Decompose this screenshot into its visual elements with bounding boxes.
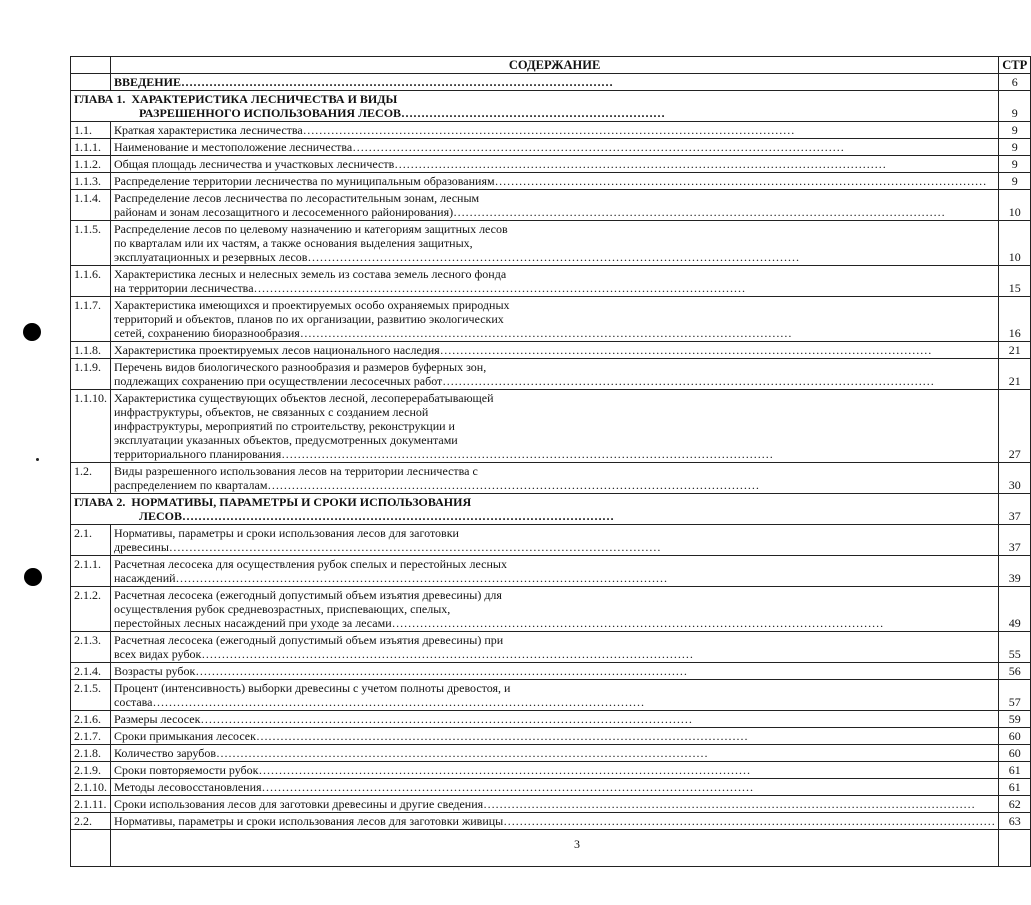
toc-entry-row[interactable] bbox=[71, 190, 1031, 221]
entry-title bbox=[111, 190, 999, 221]
entry-title-line: подлежащих сохранению при осуществлении лесосечных работ…………………………………………………………………………………………………………… bbox=[114, 374, 935, 388]
toc-entry-row[interactable] bbox=[71, 122, 1031, 139]
entry-title-line: Процент (интенсивность) выборки древесины с учетом полноты древостоя, и bbox=[114, 681, 511, 695]
toc-intro-row[interactable] bbox=[71, 74, 1031, 91]
entry-title bbox=[111, 556, 999, 587]
entry-page: 60 bbox=[999, 745, 1031, 762]
page-number: 3 bbox=[574, 837, 580, 851]
entry-title bbox=[111, 587, 999, 632]
entry-number: 1.1.9. bbox=[71, 359, 111, 390]
toc-entry-row[interactable] bbox=[71, 156, 1031, 173]
toc-entry-row[interactable] bbox=[71, 680, 1031, 711]
entry-page: 10 bbox=[999, 221, 1031, 266]
entry-title-line: всех видах рубок…………………………………………………………………………………………………………… bbox=[114, 647, 694, 661]
entry-number: 1.2. bbox=[71, 463, 111, 494]
entry-number: 2.1.7. bbox=[71, 728, 111, 745]
entry-number: 1.1.10. bbox=[71, 390, 111, 463]
entry-title-line: Краткая характеристика лесничества…………………………………………………………………………………………………………… bbox=[114, 123, 795, 137]
entry-number: 1.1. bbox=[71, 122, 111, 139]
entry-number: 1.1.4. bbox=[71, 190, 111, 221]
entry-title bbox=[111, 463, 999, 494]
entry-title-line: Распределение территории лесничества по муниципальным образованиям…………………………………………………………………………………………………………… bbox=[114, 174, 987, 188]
entry-title-line: территориального планирования…………………………………………………………………………………………………………… bbox=[114, 447, 774, 461]
entry-title-line: Характеристика имеющихся и проектируемых особо охраняемых природных bbox=[114, 298, 510, 312]
entry-number: 1.1.3. bbox=[71, 173, 111, 190]
entry-title bbox=[111, 342, 999, 359]
entry-page: 15 bbox=[999, 266, 1031, 297]
entry-number: 2.1.8. bbox=[71, 745, 111, 762]
entry-page: 59 bbox=[999, 711, 1031, 728]
entry-title bbox=[111, 745, 999, 762]
entry-page: 21 bbox=[999, 342, 1031, 359]
entry-title-line: районам и зонам лесозащитного и лесосеменного районирования)…………………………………………………………………………………………………………… bbox=[114, 205, 946, 219]
entry-title bbox=[111, 813, 999, 830]
entry-number: 2.1.6. bbox=[71, 711, 111, 728]
entry-page: 39 bbox=[999, 556, 1031, 587]
entry-number: 2.1.1. bbox=[71, 556, 111, 587]
entry-title bbox=[111, 525, 999, 556]
entry-title bbox=[111, 711, 999, 728]
entry-page: 61 bbox=[999, 779, 1031, 796]
entry-title bbox=[111, 359, 999, 390]
entry-title-line: древесины…………………………………………………………………………………………………………… bbox=[114, 540, 661, 554]
toc-header-row bbox=[71, 57, 1031, 74]
entry-number: 2.1.9. bbox=[71, 762, 111, 779]
chapter2-line2: ЛЕСОВ……………………………………………………………………………………………… bbox=[139, 509, 614, 523]
table-of-contents bbox=[70, 56, 1031, 867]
entry-title-line: Характеристика проектируемых лесов национального наследия…………………………………………………………………………………………………………… bbox=[114, 343, 932, 357]
toc-entry-row[interactable] bbox=[71, 762, 1031, 779]
entry-page: 9 bbox=[999, 156, 1031, 173]
entry-title-line: Расчетная лесосека для осуществления рубок спелых и перестойных лесных bbox=[114, 557, 507, 571]
entry-page: 9 bbox=[999, 122, 1031, 139]
entry-title bbox=[111, 156, 999, 173]
toc-chapter2-row[interactable] bbox=[71, 494, 1031, 525]
entry-title-line: эксплуатации указанных объектов, предусмотренных документами bbox=[114, 433, 458, 447]
entry-title-line: Количество зарубов…………………………………………………………………………………………………………… bbox=[114, 746, 708, 760]
entry-title bbox=[111, 632, 999, 663]
entry-title-line: Возрасты рубок…………………………………………………………………………………………………………… bbox=[114, 664, 688, 678]
entry-title bbox=[111, 728, 999, 745]
entry-title-line: перестойных лесных насаждений при уходе за лесами…………………………………………………………………………………………………………… bbox=[114, 616, 884, 630]
entry-page: 63 bbox=[999, 813, 1031, 830]
entry-title-line: Сроки использования лесов для заготовки древесины и другие сведения…………………………………………………………………………………………………………… bbox=[114, 797, 976, 811]
entry-title-line: Характеристика лесных и нелесных земель из состава земель лесного фонда bbox=[114, 267, 507, 281]
entry-page: 30 bbox=[999, 463, 1031, 494]
entry-title-line: состава…………………………………………………………………………………………………………… bbox=[114, 695, 645, 709]
entry-title-line: Размеры лесосек…………………………………………………………………………………………………………… bbox=[114, 712, 693, 726]
toc-empty-row bbox=[71, 830, 1031, 867]
entry-title bbox=[111, 390, 999, 463]
entry-title-line: Общая площадь лесничества и участковых лесничеств…………………………………………………………………………………………………………… bbox=[114, 157, 887, 171]
toc-header-page: СТР bbox=[999, 57, 1031, 74]
toc-entry-row[interactable] bbox=[71, 297, 1031, 342]
entry-title-line: насаждений…………………………………………………………………………………………………………… bbox=[114, 571, 668, 585]
entry-title-line: на территории лесничества…………………………………………………………………………………………………………… bbox=[114, 281, 746, 295]
entry-number: 1.1.8. bbox=[71, 342, 111, 359]
entry-title bbox=[111, 762, 999, 779]
entry-title-line: распределением по кварталам…………………………………………………………………………………………………………… bbox=[114, 478, 760, 492]
toc-entry-row[interactable] bbox=[71, 796, 1031, 813]
intro-page: 6 bbox=[999, 74, 1031, 91]
entry-title-line: Расчетная лесосека (ежегодный допустимый объем изъятия древесины) для bbox=[114, 588, 502, 602]
intro-title: ВВЕДЕНИЕ……………………………………………………………………………………………… bbox=[114, 75, 613, 89]
entry-title bbox=[111, 139, 999, 156]
entry-title-line: территорий и объектов, планов по их организации, развитию экологических bbox=[114, 312, 504, 326]
entry-number: 1.1.1. bbox=[71, 139, 111, 156]
entry-page: 55 bbox=[999, 632, 1031, 663]
entry-number: 2.1.2. bbox=[71, 587, 111, 632]
entry-title bbox=[111, 779, 999, 796]
entry-title bbox=[111, 297, 999, 342]
toc-entry-row[interactable] bbox=[71, 556, 1031, 587]
entry-title bbox=[111, 663, 999, 680]
entry-number: 1.1.6. bbox=[71, 266, 111, 297]
entry-number: 1.1.7. bbox=[71, 297, 111, 342]
toc-header-title: СОДЕРЖАНИЕ bbox=[111, 57, 999, 74]
entry-number: 2.1. bbox=[71, 525, 111, 556]
toc-entry-row[interactable] bbox=[71, 663, 1031, 680]
entry-title-line: Сроки повторяемости рубок…………………………………………………………………………………………………………… bbox=[114, 763, 751, 777]
toc-entry-row[interactable] bbox=[71, 711, 1031, 728]
entry-title-line: Перечень видов биологического разнообразия и размеров буферных зон, bbox=[114, 360, 487, 374]
entry-title-line: Нормативы, параметры и сроки использования лесов для заготовки bbox=[114, 526, 459, 540]
toc-entry-row[interactable] bbox=[71, 221, 1031, 266]
entry-page: 10 bbox=[999, 190, 1031, 221]
entry-page: 37 bbox=[999, 525, 1031, 556]
chapter1-line1: ГЛАВА 1. ХАРАКТЕРИСТИКА ЛЕСНИЧЕСТВА И ВИДЫ bbox=[74, 92, 398, 106]
entry-number: 2.1.3. bbox=[71, 632, 111, 663]
entry-title bbox=[111, 680, 999, 711]
entry-title-line: Нормативы, параметры и сроки использования лесов для заготовки живицы…………………………………………………………………………………………………………… bbox=[114, 814, 996, 828]
entry-title-line: инфраструктуры, объектов, не связанных с созданием лесной bbox=[114, 405, 429, 419]
toc-entry-row[interactable] bbox=[71, 525, 1031, 556]
entry-title-line: осуществления рубок средневозрастных, приспевающих, спелых, bbox=[114, 602, 451, 616]
chapter2-line1: ГЛАВА 2. НОРМАТИВЫ, ПАРАМЕТРЫ И СРОКИ ИСПОЛЬЗОВАНИЯ bbox=[74, 495, 472, 509]
entry-title bbox=[111, 266, 999, 297]
toc-entry-row[interactable] bbox=[71, 463, 1031, 494]
entry-title-line: Сроки примыкания лесосек…………………………………………………………………………………………………………… bbox=[114, 729, 748, 743]
chapter1-page: 9 bbox=[999, 91, 1031, 122]
toc-entry-row[interactable] bbox=[71, 745, 1031, 762]
toc-entry-row[interactable] bbox=[71, 359, 1031, 390]
entry-number: 2.1.5. bbox=[71, 680, 111, 711]
toc-chapter1-row[interactable] bbox=[71, 91, 1031, 122]
entry-page: 61 bbox=[999, 762, 1031, 779]
entry-page: 56 bbox=[999, 663, 1031, 680]
entry-page: 16 bbox=[999, 297, 1031, 342]
entry-title-line: Характеристика существующих объектов лесной, лесоперерабатывающей bbox=[114, 391, 494, 405]
entry-page: 60 bbox=[999, 728, 1031, 745]
toc-entry-row[interactable] bbox=[71, 139, 1031, 156]
entry-title-line: Наименование и местоположение лесничества…………………………………………………………………………………………………………… bbox=[114, 140, 845, 154]
entry-title-line: Методы лесовосстановления…………………………………………………………………………………………………………… bbox=[114, 780, 754, 794]
entry-title-line: Расчетная лесосека (ежегодный допустимый объем изъятия древесины) при bbox=[114, 633, 504, 647]
entry-page: 49 bbox=[999, 587, 1031, 632]
toc-entry-row[interactable] bbox=[71, 266, 1031, 297]
entry-number: 2.1.11. bbox=[71, 796, 111, 813]
entry-page: 57 bbox=[999, 680, 1031, 711]
toc-entry-row[interactable] bbox=[71, 728, 1031, 745]
entry-page: 9 bbox=[999, 139, 1031, 156]
entry-number: 2.2. bbox=[71, 813, 111, 830]
entry-number: 2.1.4. bbox=[71, 663, 111, 680]
toc-entry-row[interactable] bbox=[71, 813, 1031, 830]
scan-speck bbox=[36, 458, 39, 461]
toc-entry-row[interactable] bbox=[71, 779, 1031, 796]
toc-entry-row[interactable] bbox=[71, 342, 1031, 359]
entry-title-line: Распределение лесов по целевому назначению и категориям защитных лесов bbox=[114, 222, 508, 236]
entry-page: 62 bbox=[999, 796, 1031, 813]
toc-entry-row[interactable] bbox=[71, 587, 1031, 632]
entry-title bbox=[111, 796, 999, 813]
binder-hole-top bbox=[23, 323, 41, 341]
entry-title bbox=[111, 173, 999, 190]
entry-number: 1.1.2. bbox=[71, 156, 111, 173]
entry-page: 21 bbox=[999, 359, 1031, 390]
entry-title bbox=[111, 221, 999, 266]
entry-title-line: по кварталам или их частям, а также основания выделения защитных, bbox=[114, 236, 473, 250]
toc-entry-row[interactable] bbox=[71, 390, 1031, 463]
entry-title-line: сетей, сохранению биоразнообразия…………………………………………………………………………………………………………… bbox=[114, 326, 792, 340]
entry-title-line: Распределение лесов лесничества по лесорастительным зонам, лесным bbox=[114, 191, 480, 205]
entry-title-line: эксплуатационных и резервных лесов…………………………………………………………………………………………………………… bbox=[114, 250, 800, 264]
toc-entry-row[interactable] bbox=[71, 632, 1031, 663]
entry-page: 9 bbox=[999, 173, 1031, 190]
chapter2-page: 37 bbox=[999, 494, 1031, 525]
entry-number: 2.1.10. bbox=[71, 779, 111, 796]
entry-page: 27 bbox=[999, 390, 1031, 463]
chapter1-line2: РАЗРЕШЕННОГО ИСПОЛЬЗОВАНИЯ ЛЕСОВ………………………………………………………… bbox=[139, 106, 666, 120]
entry-number: 1.1.5. bbox=[71, 221, 111, 266]
toc-entry-row[interactable] bbox=[71, 173, 1031, 190]
entry-title-line: Виды разрешенного использования лесов на территории лесничества с bbox=[114, 464, 478, 478]
entry-title bbox=[111, 122, 999, 139]
binder-hole-bottom bbox=[24, 568, 42, 586]
entry-title-line: инфраструктуры, мероприятий по строительству, реконструкции и bbox=[114, 419, 455, 433]
